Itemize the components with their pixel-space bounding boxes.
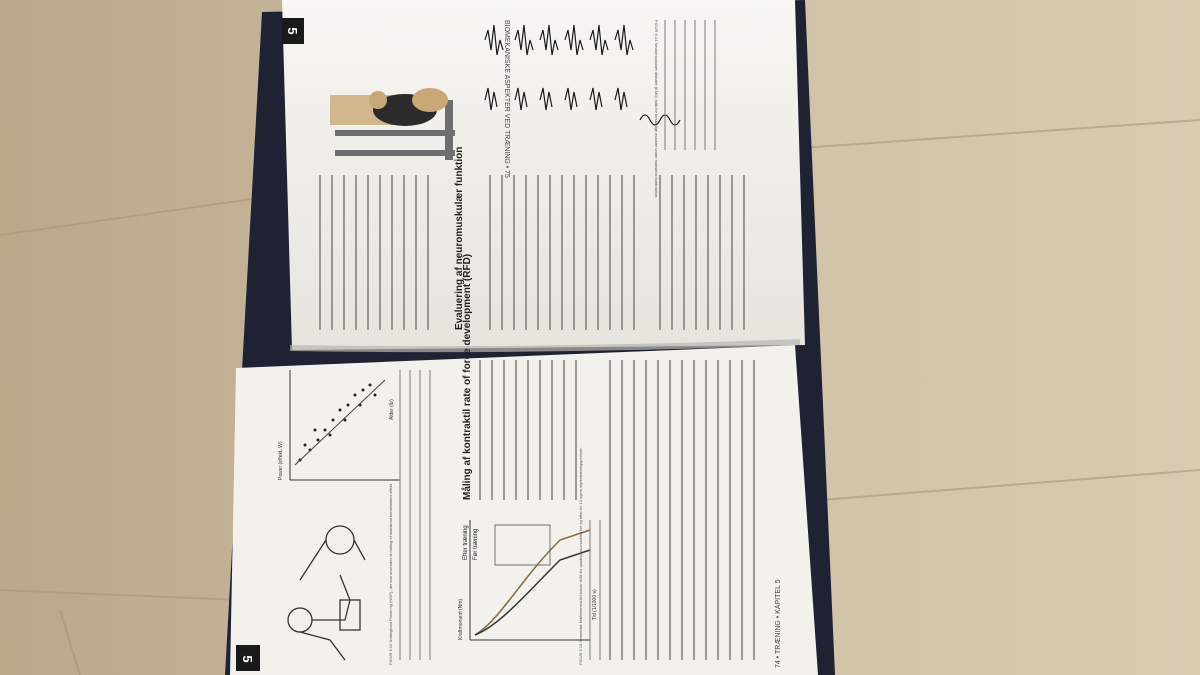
axis-label-time: Tid (1/1000 s) [592,589,598,620]
axis-label-age: Alder (år) [389,399,395,420]
caption-figure-5-12: FIGUR 5.12 Nottingham Power rig (NOP), der kan anvendes til måling af maksimal benstrækker effekt. [388,483,393,665]
right-page-folio: BIOMEKANISKE ASPEKTER VED TRÆNING • 75 [503,20,510,178]
caption-figure-5-13: FIGUR 5.13 Isometrisk kraftmoment-tid kurver målt for quadriceps-musklen før og efter en 14 ugers styrketræningsperiode. [578,447,583,665]
chart-label-after: Efter træning [463,525,469,560]
chapter-number-right: 5 [285,27,300,35]
chapter-number-left: 5 [240,655,255,663]
caption-figure-5-14: FIGUR 5.14 Neuromuskulær aktivitet (EMG) målt for forskellige muskler under maksimal kontraktion. [654,20,659,199]
chart-label-before: Før træning [473,528,479,560]
right-section-heading: Evaluering af neuromuskulær funktion [454,146,465,330]
axis-label-torque: Kraftmoment (Nm) [458,598,464,640]
left-section-heading: Måling af kontraktil rate of force development (RFD) [462,253,473,500]
left-page-folio: 74 • TRÆNING • KAPITEL 5 [775,579,782,668]
axis-label-power: Power (effekt, W) [278,441,284,480]
right-page [282,0,805,350]
